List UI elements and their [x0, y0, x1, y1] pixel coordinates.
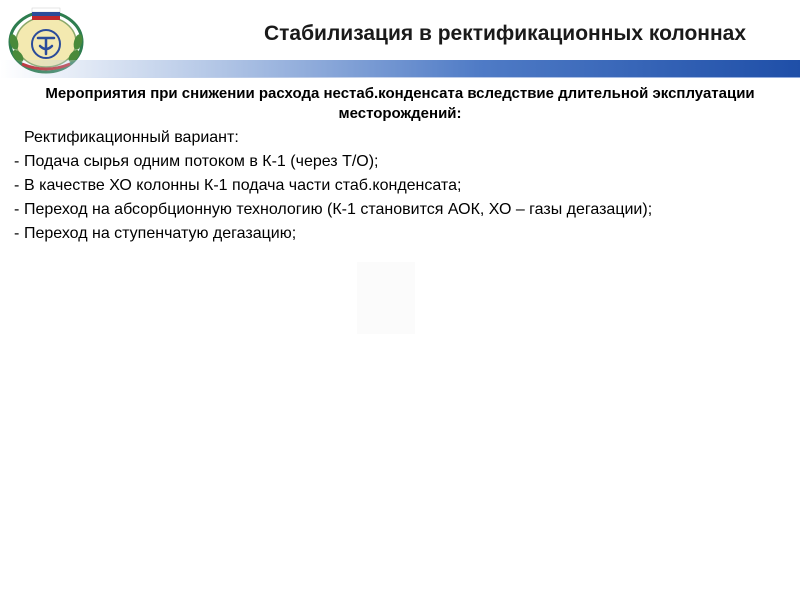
title-underline-bar	[0, 60, 800, 78]
list-item-text: Переход на абсорбционную технологию (К-1 становится АОК, ХО – газы дегазации);	[24, 201, 653, 218]
list-item-text: В качестве ХО колонны К-1 подача части стаб.конденсата;	[24, 177, 462, 194]
title-underline-line	[80, 77, 800, 78]
list-item	[14, 150, 774, 174]
bullet-list	[14, 150, 774, 246]
slide-title: Стабилизация в ректификационных колоннах	[263, 22, 746, 45]
dash-marker: -	[14, 201, 20, 218]
subheading: Мероприятия при снижении расхода нестаб.конденсата вследствие длительной эксплуатации месторождений:	[45, 85, 755, 122]
list-item-text: Переход на ступенчатую дегазацию;	[24, 225, 297, 242]
faint-placeholder-block	[357, 262, 415, 334]
list-item	[14, 174, 774, 198]
list-item	[14, 198, 774, 222]
list-item	[14, 222, 774, 246]
dash-marker: -	[14, 225, 20, 242]
dash-marker: -	[14, 177, 20, 194]
dash-marker: -	[14, 153, 20, 170]
intro-text: Ректификационный вариант:	[24, 129, 239, 146]
list-item-text: Подача сырья одним потоком в К-1 (через Т/О);	[24, 153, 379, 170]
